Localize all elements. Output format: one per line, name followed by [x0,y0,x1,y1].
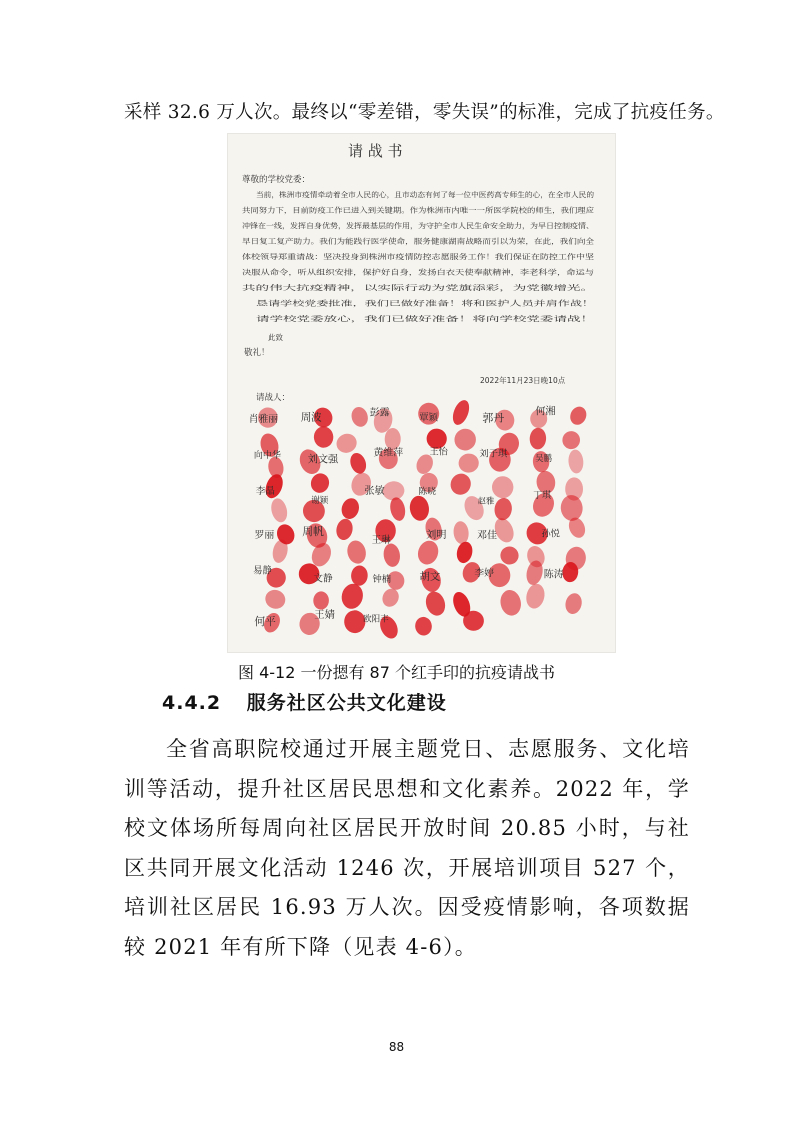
signature-name: 周帆 [302,525,324,539]
signature-name: 孙悦 [541,528,560,540]
petition-body-line: 体校领导郑重请战：坚决投身到株洲市疫情防控志愿服务工作！我们保证在防控工作中坚 [242,253,515,261]
red-fingerprint [524,582,547,610]
red-fingerprint [447,470,474,498]
signature-name: 丁琪 [533,490,552,501]
red-fingerprint [567,449,584,474]
red-fingerprint [348,451,369,476]
red-fingerprint [451,425,479,454]
red-fingerprint [563,592,583,616]
red-fingerprint [450,398,473,427]
signature-name: 文静 [313,573,333,585]
petition-body-line: 恳请学校党委批准，我们已做好准备！将和医护人员并肩作战！ [256,299,452,308]
signature-name: 黄维萍 [373,447,404,459]
figure-caption: 图 4-12 一份摁有 87 个红手印的抗疫请战书 [237,663,556,682]
petition-closing-2: 敬礼！ [244,348,270,358]
signature-name: 李婷 [474,568,494,580]
body-paragraph-block [124,730,690,967]
red-fingerprint [452,520,469,544]
signature-name: 肖雅丽 [248,413,279,425]
petition-body-line: 决服从命令，听从组织安排，保护好自身，发扬白衣天使奉献精神，李老科学，命运与 [242,268,508,277]
red-fingerprint [345,539,368,566]
signature-name: 胡文 [419,571,441,584]
red-fingerprint [313,426,333,448]
signature-name: 钟楠 [372,573,392,585]
red-fingerprint [498,588,523,617]
signature-name: 欧阳丰 [363,614,389,625]
signature-name: 彭露 [369,407,390,419]
signature-name: 覃颖 [419,412,438,424]
signature-name: 何平 [254,614,276,628]
red-fingerprint [408,495,430,522]
signature-name: 陈晓 [418,487,437,498]
signature-name: 向中华 [253,451,281,461]
red-fingerprint [308,471,331,495]
red-fingerprint [269,497,290,524]
petition-body-line: 早日复工复产助力。我们为能践行医学使命，服务健康湖南战略而引以为荣，在此，我们向全 [242,237,529,246]
petition-body-line: 共同努力下，目前防疫工作已进入到关键期。作为株洲市内唯一一所医学院校的师生，我们理应 [242,206,536,215]
red-fingerprint [349,405,370,429]
section-title: 服务社区公共文化建设 [246,692,447,714]
red-fingerprint [560,494,584,522]
signature-name: 易静 [253,565,273,577]
signature-name: 王怡 [429,446,448,458]
red-fingerprint [414,616,432,636]
signature-name: 邓佳 [477,530,497,542]
red-fingerprint [313,591,329,610]
signature-name: 谢颖 [311,496,329,507]
signature-name: 赵雅 [477,495,495,506]
signature-name: 刘子琪 [479,448,508,460]
signature-name: 李晶 [255,486,275,498]
red-fingerprint [262,587,288,612]
section-number: 4.4.2 [162,692,222,714]
signature-name: 王婧 [314,609,335,622]
signature-name: 刘文强 [307,454,339,466]
red-fingerprint [351,565,369,586]
signature-name: 郭丹 [482,411,505,425]
petition-title: 请 战 书 [348,142,403,160]
signature-name: 王琳 [371,535,391,547]
page-number: 88 [388,1040,405,1054]
signature-name: 周波 [300,411,322,424]
red-fingerprint [567,404,589,427]
section-heading [162,688,447,715]
red-fingerprint [334,517,354,541]
red-fingerprint [458,452,480,473]
red-fingerprint [333,431,359,456]
petition-greeting: 尊敬的学校党委： [242,175,311,185]
red-fingerprint [382,542,401,567]
red-fingerprint [493,497,513,522]
red-fingerprint [423,589,448,618]
petition-body-line: 请学校党委放心，我们已做好准备！将向学校党委请战！ [256,315,431,323]
red-fingerprint [561,430,581,451]
red-fingerprint [529,427,547,449]
red-fingerprint [339,496,361,521]
signature-name: 罗丽 [254,529,275,541]
red-fingerprint [415,538,442,567]
body-paragraph: 全省高职院校通过开展主题党日、志愿服务、文化培训等活动，提升社区居民思想和文化素养。2022 年，学校文体场所每周向社区居民开放时间 20.85 小时，与社区共同开展文化活动 1246 次，开展培训项目 527 个，培训社区居民 16.93 万人次。因受疫情影响，各项数据较 2021 年有所下降（见表 4-6）。 [124,737,690,959]
petition-body-line: 冲锋在一线，发挥自身优势，发挥最基层的作用，为守护全市人民生命安全助力，为早日控制疫情、 [242,222,550,230]
signature-name: 吴鹏 [535,452,552,463]
petition-closing-1: 此致 [268,333,283,342]
red-fingerprint [339,582,365,611]
petition-date: 2022年11月23日晚10点 [480,376,566,385]
petition-signers-label: 请战人： [256,393,291,403]
red-fingerprint [380,586,402,610]
red-fingerprint [492,476,514,499]
red-fingerprint [455,540,475,564]
signature-name: 刘明 [426,530,447,542]
top-text-line: 采样 32.6 万人次。最终以“零差错，零失误”的标准，完成了抗疫任务。 [124,102,725,123]
petition-body-line: 当前，株洲市疫情牵动着全市人民的心，且市动态有何了每一位中医药高专师生的心，在全市人民的 [256,191,564,199]
petition-letter-photo [227,133,616,653]
petition-letter-drawing [228,134,615,652]
signature-name: 何湘 [535,406,556,418]
petition-body-line: 共的伟大抗疫精神，以实际行动为党旗添彩，为党徽增光。 [242,284,424,292]
signature-name: 陈涛 [543,569,564,581]
signature-name: 张敏 [364,486,385,498]
